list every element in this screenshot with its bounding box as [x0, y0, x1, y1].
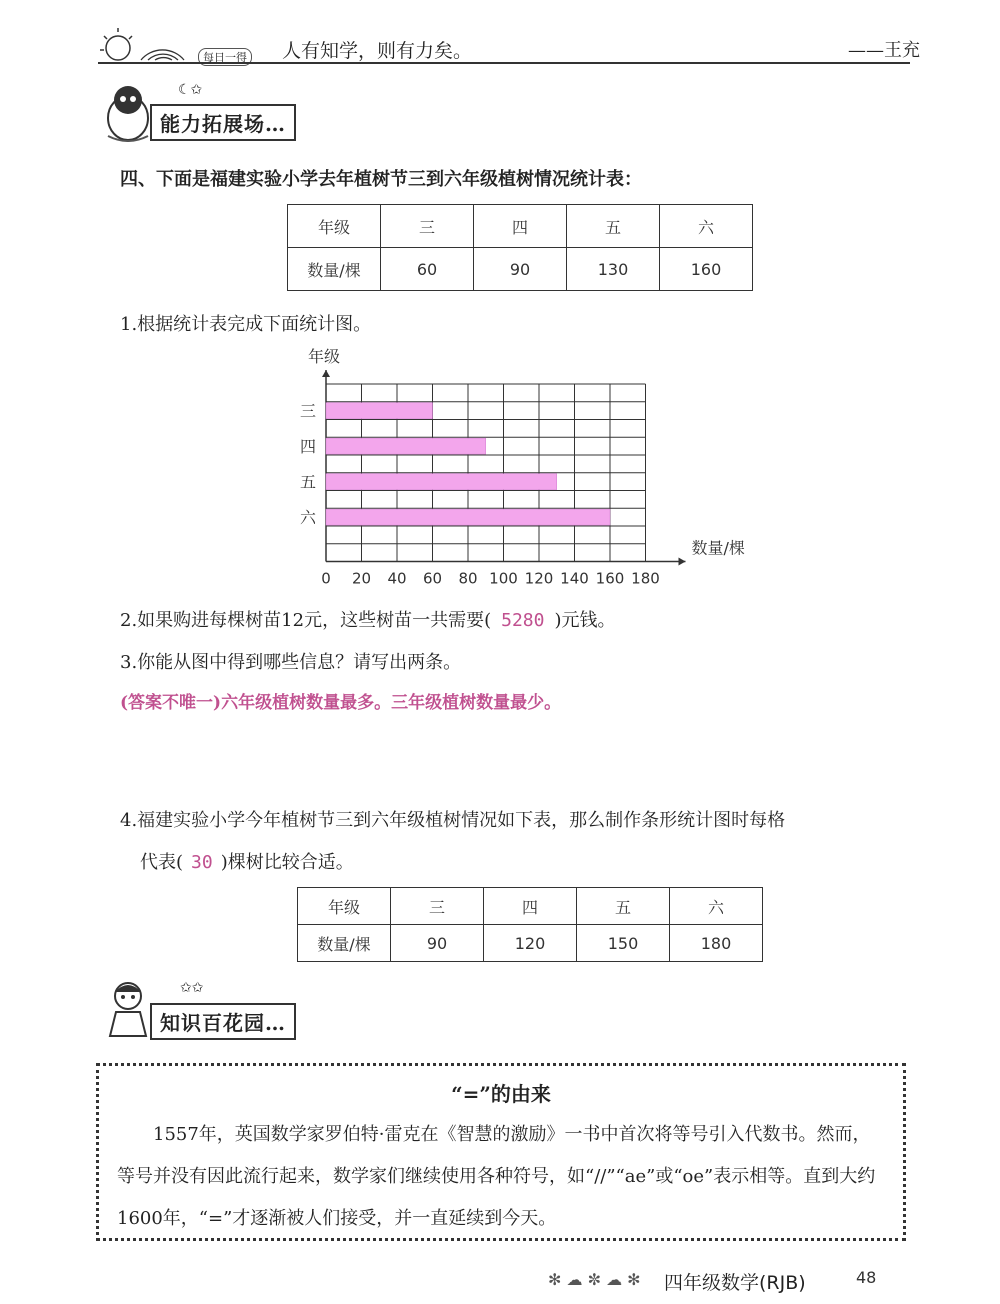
category-label: 三 [299, 401, 317, 421]
y-axis-label: 年级 [308, 347, 341, 366]
table-header-cell: 数量/棵 [288, 248, 381, 291]
x-tick-label: 40 [387, 569, 407, 588]
bar [326, 438, 486, 454]
header-sun-decoration [96, 22, 186, 62]
x-tick-label: 60 [422, 569, 443, 588]
answer-per-cell: 30 [191, 852, 213, 873]
x-tick-label: 100 [489, 569, 518, 588]
table-cell: 六 [660, 205, 753, 248]
table-row [298, 888, 763, 925]
bar-chart [290, 340, 750, 595]
answer-cost: 5280 [501, 610, 545, 631]
table-cell: 五 [577, 888, 670, 925]
footer-label: 四年级数学(RJB) [664, 1272, 806, 1294]
table-cell: 180 [670, 925, 763, 962]
x-axis-arrow [679, 558, 686, 566]
sub-question-2-suffix: )元钱。 [554, 610, 616, 631]
bar [326, 474, 557, 490]
table-cell: 130 [567, 248, 660, 291]
x-tick-label: 20 [351, 569, 372, 588]
x-tick-label: 160 [595, 569, 625, 588]
x-tick-label: 120 [524, 569, 554, 588]
category-label: 五 [299, 472, 317, 492]
header-rule [98, 62, 910, 64]
table-cell: 三 [381, 205, 474, 248]
stars-icon: ☾✩ [178, 82, 203, 98]
table-cell: 四 [474, 205, 567, 248]
header-author: ——王充 [848, 40, 920, 61]
sub-question-2-prefix: 2.如果购进每棵树苗12元，这些树苗一共需要( [120, 610, 492, 631]
table-cell: 五 [567, 205, 660, 248]
daily-tag: 每日一得 [198, 48, 252, 66]
sub-question-4-line2 [140, 848, 354, 874]
story-title: “=”的由来 [451, 1082, 551, 1106]
table-cell: 60 [381, 248, 474, 291]
question-4-heading: 四、下面是福建实验小学去年植树节三到六年级植树情况统计表： [120, 169, 642, 190]
sub-question-4-line1: 4.福建实验小学今年植树节三到六年级植树情况如下表，那么制作条形统计图时每格 [120, 810, 786, 831]
table-cell: 120 [484, 925, 577, 962]
x-tick-label: 0 [321, 569, 331, 588]
answer-info: (答案不唯一)六年级植树数量最多。三年级植树数量最少。 [120, 693, 562, 713]
table-cell: 四 [484, 888, 577, 925]
category-label: 四 [299, 437, 317, 457]
table-cell: 三 [391, 888, 484, 925]
stars-icon: ✩✩ [180, 980, 204, 996]
table-cell: 90 [391, 925, 484, 962]
girl-mascot-icon [100, 978, 156, 1040]
table-cell: 160 [660, 248, 753, 291]
bar [326, 509, 610, 525]
y-axis-arrow [322, 370, 330, 377]
bar [326, 403, 433, 419]
x-tick-label: 80 [458, 569, 478, 588]
table-row [288, 205, 753, 248]
table-header-cell: 年级 [288, 205, 381, 248]
stats-table-last-year [287, 204, 753, 291]
stats-table-this-year [297, 887, 763, 962]
sub-question-4-prefix: 代表( [140, 852, 184, 873]
sub-question-1: 1.根据统计表完成下面统计图。 [120, 314, 372, 335]
x-axis-label: 数量/棵 [691, 538, 745, 558]
table-cell: 90 [474, 248, 567, 291]
table-header-cell: 数量/棵 [298, 925, 391, 962]
x-tick-label: 140 [560, 569, 589, 588]
page-number: 48 [856, 1268, 877, 1287]
table-row [288, 248, 753, 291]
footer-decoration: ✻ ☁ ✼ ☁ ✻ [548, 1270, 641, 1289]
sub-question-2 [120, 606, 616, 632]
section-title-ability: 能力拓展场… [150, 104, 296, 141]
sub-question-4-suffix: )棵树比较合适。 [220, 852, 354, 873]
story-box [96, 1063, 906, 1241]
category-label: 六 [299, 508, 317, 528]
table-cell: 六 [670, 888, 763, 925]
penguin-mascot-icon [100, 80, 156, 142]
header-motto: 人有知学，则有力矣。 [282, 40, 473, 62]
section-title-knowledge: 知识百花园… [150, 1003, 296, 1040]
sub-question-3: 3.你能从图中得到哪些信息？请写出两条。 [120, 652, 462, 673]
table-row [298, 925, 763, 962]
table-header-cell: 年级 [298, 888, 391, 925]
table-cell: 150 [577, 925, 670, 962]
x-tick-label: 180 [631, 569, 660, 588]
story-text: 1557年，英国数学家罗伯特·雷克在《智慧的激励》一书中首次将等号引入代数书。然而，等号并没有因此流行起来，数学家们继续使用各种符号，如“//”“ae”或“oe”表示相等。直到大约1600年，“=”才逐渐被人们接受，并一直延续到今天。 [117, 1124, 876, 1229]
